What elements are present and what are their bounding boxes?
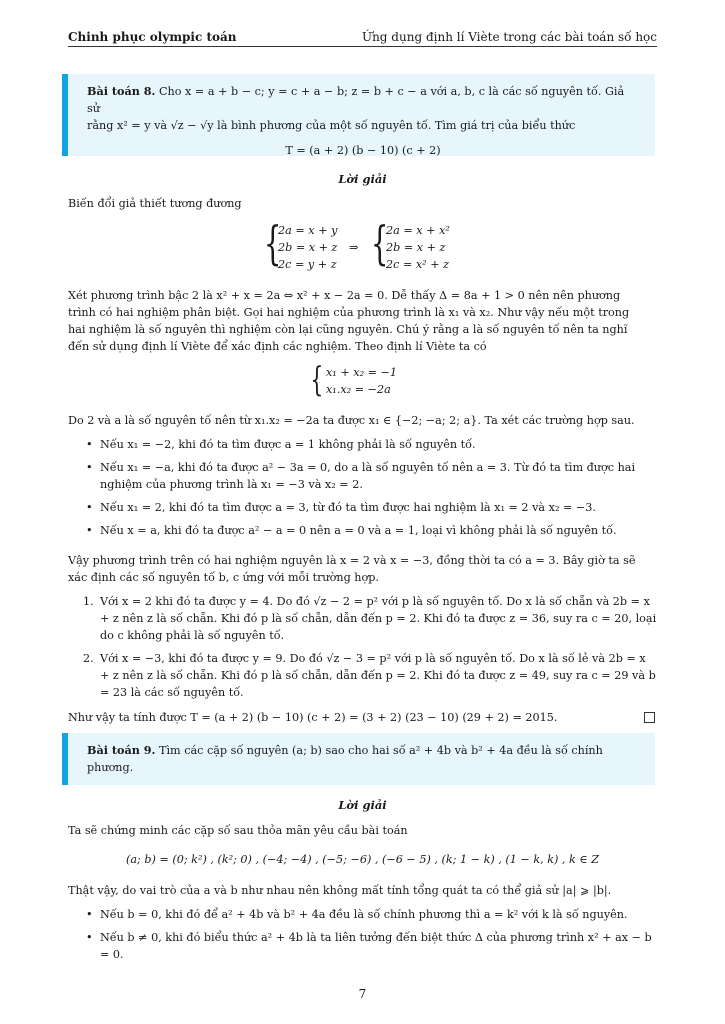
system-right-line: 2c = x² + z bbox=[386, 258, 450, 271]
sol9-formula: (a; b) = (0; k²) , (k²; 0) , (−4; −4) , (−5; −6) , (−6 − 5) , (k; 1 − k) , (1 − k, k) , k ∈ Z bbox=[126, 853, 599, 866]
problem-9-text-2: phương. bbox=[87, 761, 134, 774]
problem-9-title: Bài toán 9. bbox=[87, 743, 156, 757]
viete-brace: { bbox=[310, 360, 324, 400]
viete-lines bbox=[326, 364, 397, 398]
problem-8-box bbox=[62, 74, 655, 156]
item-text: Với x = 2 khi đó ta được y = 4. Do đó √z − 2 = p² với p là số nguyên tố. Do x là số chẵn và 2b = x + z nên z là số chẵn. Khi đó p là số chẵn, dẫn đến p = 2. Khi đó ta được z = 36, suy ra c = 20, loại do c không phải là số nguyên tố. bbox=[100, 595, 657, 642]
paragraph-line: Vậy phương trình trên có hai nghiệm nguyên là x = 2 và x = −3, đồng thời ta có a = 3. Bây giờ ta sẽ bbox=[68, 554, 636, 567]
sol8-conclusion: Như vậy ta tính được T = (a + 2) (b − 10) (c + 2) = (3 + 2) (23 − 10) (29 + 2) = 2015. bbox=[68, 711, 558, 724]
problem-9-line-1 bbox=[87, 742, 639, 759]
case-item: • Nếu b ≠ 0, khi đó biểu thức a² + 4b là ta liên tưởng đến biệt thức Δ của phương trình x² + ax − b = 0. bbox=[68, 929, 657, 963]
item-text: Với x = −3, khi đó ta được y = 9. Do đó √z − 3 = p² với p là số nguyên tố. Do x là số lẻ và 2b = x + z nên z là số chẵn. Khi đó p là số chẵn, dẫn đến p = 2. Khi đó ta được z = 49, suy ra c = 29 và b = 23 là các số nguyên tố. bbox=[100, 652, 656, 699]
sol8-paragraph-3 bbox=[68, 552, 657, 586]
equation-system-pair bbox=[262, 216, 462, 274]
left-brace: { bbox=[263, 216, 282, 270]
system-right-line: 2b = x + z bbox=[386, 241, 446, 254]
sol8-numbered-list bbox=[68, 593, 657, 707]
viete-system bbox=[310, 360, 450, 400]
right-brace: { bbox=[370, 216, 389, 270]
sol8-paragraph-1 bbox=[68, 287, 657, 355]
system-left-line: 2a = x + y bbox=[278, 224, 338, 237]
paragraph-line: xác định các số nguyên tố b, c ứng với mỗi trường hợp. bbox=[68, 571, 379, 584]
paragraph-line: Xét phương trình bậc 2 là x² + x = 2a ⇔ x² + x − 2a = 0. Dễ thấy Δ = 8a + 1 > 0 nên nên phương bbox=[68, 289, 621, 302]
sol8-cases bbox=[68, 436, 657, 545]
item-number: 1. bbox=[83, 595, 94, 608]
problem-8-text-2: rằng x² = y và √z − √y là bình phương của một số nguyên tố. Tìm giá trị của biểu thức bbox=[87, 119, 576, 132]
page-number: 7 bbox=[358, 987, 367, 1001]
case-item: • Nếu x₁ = −a, khi đó ta được a² − 3a = 0, do a là số nguyên tố nên a = 3. Từ đó ta tìm được hai nghiệm của phương trình là x₁ = −3 và x₂ = 2. bbox=[68, 459, 657, 493]
case-item: • Nếu x₁ = 2, khi đó ta tìm được a = 3, từ đó ta tìm được hai nghiệm là x₁ = 2 và x₂ = −3. bbox=[68, 499, 657, 516]
header-left-title: Chinh phục olympic toán bbox=[68, 30, 237, 44]
problem-9-text-1: Tìm các cặp số nguyên (a; b) sao cho hai số a² + 4b và b² + 4a đều là số chính bbox=[159, 744, 603, 757]
sol8-paragraph-2: Do 2 và a là số nguyên tố nên từ x₁.x₂ = −2a ta được x₁ ∈ {−2; −a; 2; a}. Ta xét các trường hợp sau. bbox=[68, 414, 635, 427]
paragraph-line: đến sử dụng định lí Viète để xác định các nghiệm. Theo định lí Viète ta có bbox=[68, 340, 487, 353]
system-left-line: 2b = x + z bbox=[278, 241, 338, 254]
case-item: • Nếu b = 0, khi đó để a² + 4b và b² + 4a đều là số chính phương thì a = k² với k là số nguyên. bbox=[68, 906, 657, 923]
numbered-item bbox=[68, 593, 657, 644]
system-right bbox=[386, 222, 450, 273]
running-header bbox=[68, 26, 657, 47]
problem-8-text-1: Cho x = a + b − c; y = c + a − b; z = b + c − a với a, b, c là các số nguyên tố. Giả sử bbox=[87, 85, 625, 115]
system-right-line: 2a = x + x² bbox=[386, 224, 450, 237]
sol8-intro: Biến đổi giả thiết tương đương bbox=[68, 197, 242, 210]
case-item: • Nếu x₁ = −2, khi đó ta tìm được a = 1 không phải là số nguyên tố. bbox=[68, 436, 657, 453]
case-item: • Nếu x = a, khi đó ta được a² − a = 0 nên a = 0 và a = 1, loại vì không phải là số nguyên tố. bbox=[68, 522, 657, 539]
viete-line: x₁ + x₂ = −1 bbox=[326, 366, 398, 379]
sol9-intro: Ta sẽ chứng minh các cặp số sau thỏa mãn yêu cầu bài toán bbox=[68, 824, 408, 837]
problem-8-line-1 bbox=[87, 83, 639, 117]
viete-line: x₁.x₂ = −2a bbox=[326, 383, 391, 396]
numbered-item bbox=[68, 650, 657, 701]
sol9-paragraph: Thật vậy, do vai trò của a và b như nhau nên không mất tính tổng quát ta có thể giả sử |a| ⩾ |b|. bbox=[68, 884, 612, 897]
paragraph-line: trình có hai nghiệm phân biệt. Gọi hai nghiệm của phương trình là x₁ và x₂. Như vậy nếu một trong bbox=[68, 306, 630, 319]
item-number: 2. bbox=[83, 652, 94, 665]
paragraph-line: hai nghiệm là số nguyên thì nghiệm còn lại cũng nguyên. Chú ý rằng a là số nguyên tố nên ta nghĩ bbox=[68, 323, 628, 336]
solution-heading-9: Lời giải bbox=[338, 798, 387, 812]
qed-square-icon bbox=[644, 712, 655, 723]
problem-8-formula: T = (a + 2) (b − 10) (c + 2) bbox=[285, 144, 441, 157]
system-left-line: 2c = y + z bbox=[278, 258, 337, 271]
system-left bbox=[278, 222, 337, 273]
header-right-title: Ứng dụng định lí Viète trong các bài toán số học bbox=[361, 30, 657, 44]
problem-9-box bbox=[62, 733, 655, 785]
problem-8-title: Bài toán 8. bbox=[87, 84, 156, 98]
implies-arrow: ⇒ bbox=[349, 241, 359, 254]
solution-heading-8: Lời giải bbox=[338, 172, 387, 186]
sol9-cases bbox=[68, 906, 657, 969]
